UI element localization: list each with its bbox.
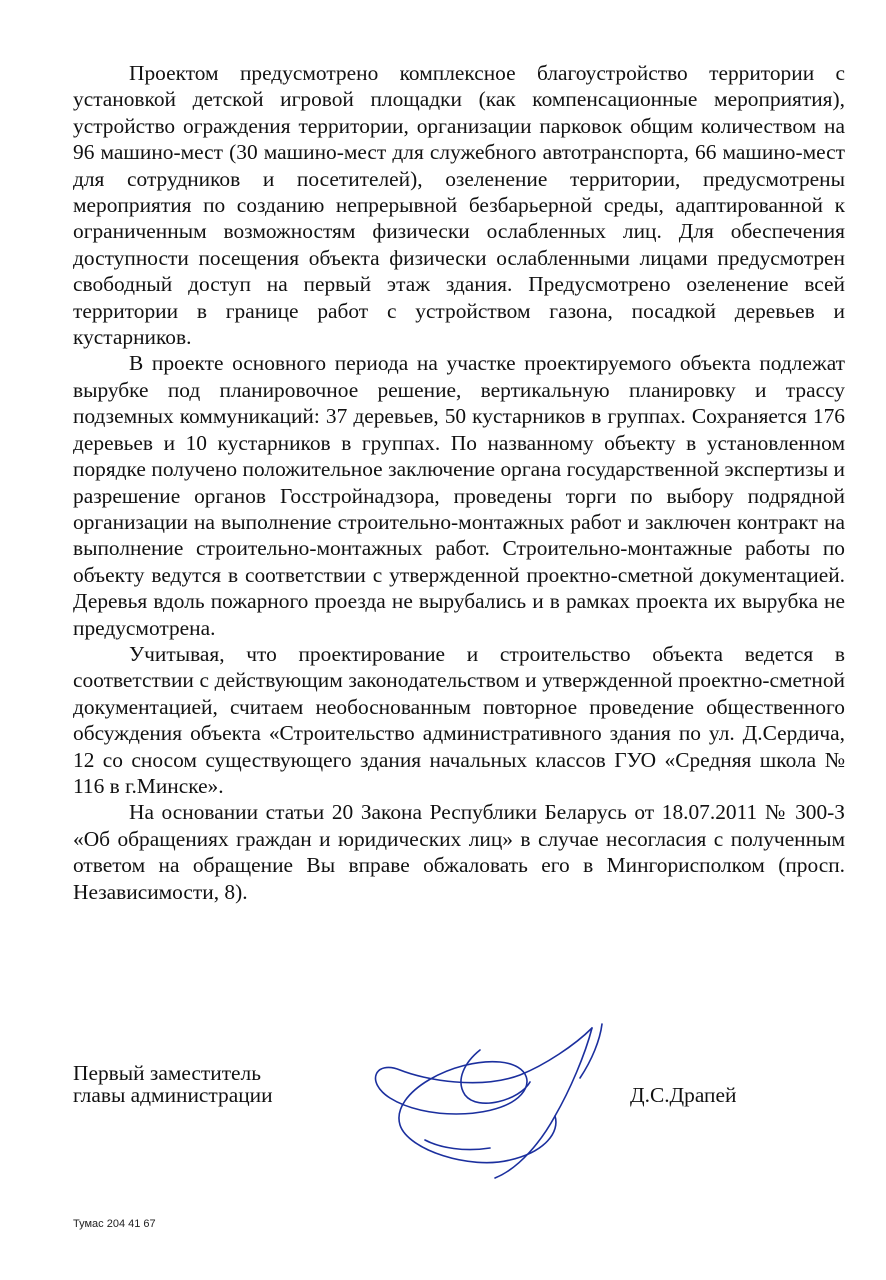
paragraph-tree-removal: В проекте основного периода на участке проектируемого объекта подлежат вырубке под планировочное решение, вертикальную планировку и трассу подземных коммуникаций: 37 деревьев, 50 кустарников в группах. Сохраняется 176 деревьев и 10 кустарников в группах. По названному объекту в установленном порядке получено положительное заключение органа государственной экспертизы и разрешение органов Госстройнадзора, проведены торги по выбору подрядной организации на выполнение строительно-монтажных работ и заключен контракт на выполнение строительно-монтажных работ. Строительно-монтажные работы по объекту ведутся в соответствии с утвержденной проектно-сметной документацией. Деревья вдоль пожарного проезда не вырубались и в рамках проекта их вырубка не предусмотрена. [73, 351, 845, 640]
paragraph-appeal-rights: На основании статьи 20 Закона Республики Беларусь от 18.07.2011 № 300-З «Об обращениях граждан и юридических лиц» в случае несогласия с полученным ответом на обращение Вы вправе обжаловать его в Мингорисполком (просп. Независимости, 8). [73, 800, 845, 904]
signature-block [73, 1060, 845, 1130]
paragraph-landscaping: Проектом предусмотрено комплексное благоустройство территории с установкой детской игровой площадки (как компенсационные мероприятия), устройство ограждения территории, организации парковок общим количеством на 96 машино-мест (30 машино-мест для служебного автотранспорта, 66 машино-мест для сотрудников и посетителей), озеленение территории, предусмотрены мероприятия по созданию непрерывной безбарьерной среды, адаптированной к ограниченным возможностям физически ослабленных лиц. Для обеспечения доступности посещения объекта физически ослабленными лицами предусмотрен свободный доступ на первый этаж здания. Предусмотрено озеленение всей территории в границе работ с устройством газона, посадкой деревьев и кустарников. [73, 61, 845, 350]
signatory-title-line2: главы администрации [73, 1083, 273, 1107]
signatory-name: Д.С.Драпей [630, 1083, 737, 1107]
executor-contact: Тумас 204 41 67 [73, 1218, 156, 1230]
letter-body [73, 60, 845, 905]
paragraph-conclusion: Учитывая, что проектирование и строительство объекта ведется в соответствии с действующим законодательством и утвержденной проектно-сметной документацией, считаем необоснованным повторное проведение общественного обсуждения объекта «Строительство административного здания по ул. Д.Сердича, 12 со сносом существующего здания начальных классов ГУО «Средняя школа № 116 в г.Минске». [73, 641, 845, 798]
signatory-title-line1: Первый заместитель [73, 1061, 261, 1085]
